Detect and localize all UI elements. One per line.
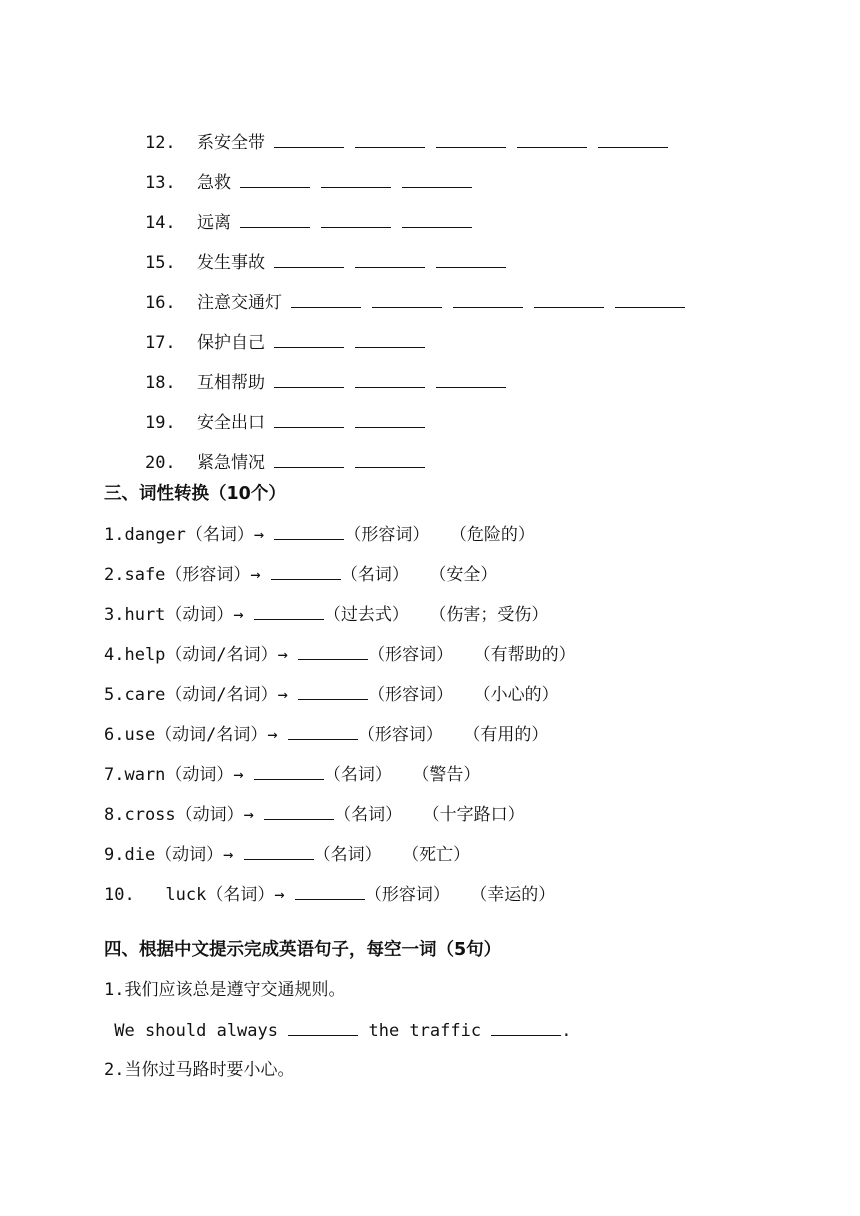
conversion-item <box>104 562 497 586</box>
answer-blank[interactable] <box>355 450 425 468</box>
item-prompt: 3.hurt（动词）→ <box>104 605 254 625</box>
answer-blank[interactable] <box>271 562 341 580</box>
sentence-part: . <box>561 1021 572 1041</box>
item-number: 19. <box>144 413 176 433</box>
item-hint: （形容词） （幸运的） <box>364 885 556 905</box>
item-prompt: 1.danger（名词）→ <box>104 525 275 545</box>
vocab-item <box>104 346 517 393</box>
item-text: 紧急情况 <box>196 453 265 473</box>
answer-blank[interactable] <box>264 802 334 820</box>
item-text: 安全出口 <box>196 413 265 433</box>
item-hint: （名词） （安全） <box>340 565 498 585</box>
item-hint: （形容词） （危险的） <box>344 525 535 545</box>
item-text: 发生事故 <box>196 253 265 273</box>
item-text: 远离 <box>196 213 231 233</box>
question-prompt: 2.当你过马路时要小心。 <box>104 1060 295 1080</box>
conversion-item <box>104 642 576 666</box>
item-number: 15. <box>144 253 176 273</box>
item-prompt: 8.cross（动词）→ <box>104 805 265 825</box>
item-prompt: 6.use（动词/名词）→ <box>104 725 288 745</box>
item-number: 12. <box>144 133 176 153</box>
answer-blank[interactable] <box>274 522 344 540</box>
answer-blank[interactable] <box>254 602 324 620</box>
answer-blank[interactable] <box>274 450 344 468</box>
answer-blank[interactable] <box>298 682 368 700</box>
vocab-item <box>104 106 679 153</box>
conversion-item <box>104 802 525 826</box>
item-prompt: 5.care（动词/名词）→ <box>104 685 299 705</box>
question-prompt: 1.我们应该总是遵守交通规则。 <box>104 980 346 1000</box>
vocab-item <box>104 266 696 313</box>
item-prompt: 4.help（动词/名词）→ <box>104 645 299 665</box>
conversion-item <box>104 522 535 546</box>
vocab-item <box>104 146 483 193</box>
item-hint: （名词） （警告） <box>323 765 481 785</box>
answer-blank[interactable] <box>517 130 587 148</box>
item-text: 保护自己 <box>196 333 265 353</box>
answer-blank[interactable] <box>534 290 604 308</box>
item-hint: （名词） （十字路口） <box>334 805 525 825</box>
item-hint: （过去式） （伤害；受伤） <box>323 605 549 625</box>
item-number: 20. <box>144 453 176 473</box>
vocab-item <box>104 386 436 433</box>
item-text: 急救 <box>196 173 231 193</box>
section-title: 三、词性转换（10个） <box>104 484 286 504</box>
item-text: 注意交通灯 <box>196 293 282 313</box>
answer-blank[interactable] <box>288 1018 358 1036</box>
answer-blank[interactable] <box>615 290 685 308</box>
item-number: 14. <box>144 213 176 233</box>
conversion-item <box>104 682 559 706</box>
item-hint: （形容词） （有帮助的） <box>368 645 576 665</box>
vocab-item <box>104 306 436 353</box>
answer-blank[interactable] <box>295 882 365 900</box>
item-number: 18. <box>144 373 176 393</box>
item-number: 16. <box>144 293 176 313</box>
conversion-item <box>104 722 548 746</box>
conversion-item <box>104 762 480 786</box>
sentence-part: the traffic <box>358 1021 492 1041</box>
answer-blank[interactable] <box>244 842 314 860</box>
item-hint: （形容词） （有用的） <box>357 725 549 745</box>
vocab-item <box>104 426 436 473</box>
answer-blank[interactable] <box>254 762 324 780</box>
item-prompt: 9.die（动词）→ <box>104 845 244 865</box>
sentence-completion <box>104 1018 572 1042</box>
conversion-item <box>104 602 548 626</box>
conversion-item <box>104 882 555 906</box>
answer-blank[interactable] <box>598 130 668 148</box>
item-hint: （形容词） （小心的） <box>368 685 559 705</box>
answer-blank[interactable] <box>491 1018 561 1036</box>
item-hint: （名词） （死亡） <box>313 845 471 865</box>
sentence-part: We should always <box>104 1021 289 1041</box>
vocab-item <box>104 226 517 273</box>
item-prompt: 2.safe（形容词）→ <box>104 565 271 585</box>
item-number: 17. <box>144 333 176 353</box>
item-number: 13. <box>144 173 176 193</box>
answer-blank[interactable] <box>436 370 506 388</box>
answer-blank[interactable] <box>288 722 358 740</box>
item-prompt: 10. luck（名词）→ <box>104 885 295 905</box>
item-text: 系安全带 <box>196 133 265 153</box>
vocab-item <box>104 186 483 233</box>
item-text: 互相帮助 <box>196 373 265 393</box>
section-title: 四、根据中文提示完成英语句子，每空一词（5句） <box>104 940 502 960</box>
answer-blank[interactable] <box>298 642 368 660</box>
item-prompt: 7.warn（动词）→ <box>104 765 254 785</box>
conversion-item <box>104 842 470 866</box>
answer-blank[interactable] <box>453 290 523 308</box>
